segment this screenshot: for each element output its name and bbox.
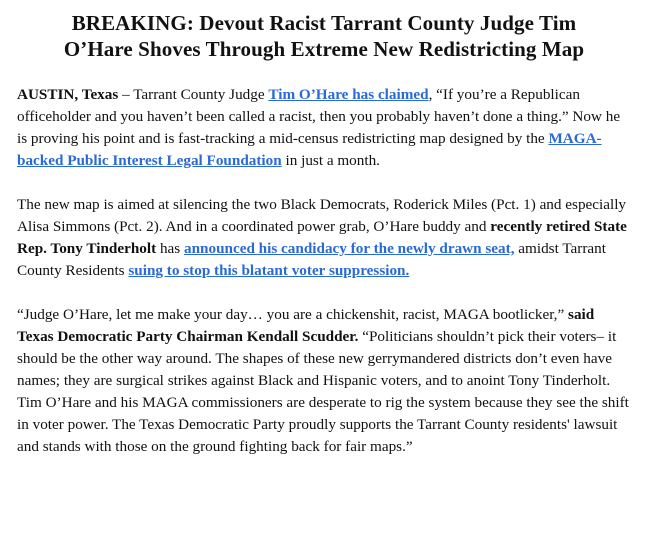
link-pilf[interactable]: MAGA-backed Public Interest Legal Foundation [17, 130, 602, 169]
dateline: AUSTIN, Texas [17, 86, 119, 103]
map-text-1: The new map is aimed at silencing the two Black Democrats, Roderick Miles (Pct. 1) and especially Alisa Simmons (Pct. 2). And in a coordinated power grab, O’Hare buddy and [17, 196, 627, 235]
headline-line-1: BREAKING: Devout Racist Tarrant County Judge Tim [71, 11, 577, 35]
link-candidacy[interactable]: announced his candidacy for the newly drawn seat, [183, 240, 515, 257]
intro-text-2: , “If you’re a Republican officeholder and you haven’t been called a racist, then you probably haven’t done a thing.” Now he is proving his point and is fast-tracking a mid-census redistricting map designed by the [17, 86, 621, 147]
scudder-attribution: said Texas Democratic Party Chairman Kendall Scudder. [17, 306, 595, 345]
link-lawsuit[interactable]: suing to stop this blatant voter suppression. [128, 262, 410, 279]
paragraph-quote [17, 304, 631, 458]
paragraph-intro [17, 84, 631, 172]
tinderholt-bold: recently retired State Rep. Tony Tinderholt [17, 218, 627, 257]
quote-text-1: “Judge O’Hare, let me make your day… you are a chickenshit, racist, MAGA bootlicker,” [17, 306, 569, 323]
map-text-2: has [156, 240, 184, 257]
headline-line-2: O’Hare Shoves Through Extreme New Redistricting Map [63, 37, 585, 61]
intro-text-3: in just a month. [281, 152, 380, 169]
quote-text-2: “Politicians shouldn’t pick their voters– it should be the other way around. The shapes of these new gerrymandered districts don’t even have names; they are surgical strikes against Black and Hispanic voters, and to anoint Tony Tinderholt. Tim O’Hare and his MAGA commissioners are desperate to rig the system because they see the shift in voter power. The Texas Democratic Party proudly supports the Tarrant County residents' lawsuit and stands with those on the ground fighting back for fair maps.” [17, 328, 629, 455]
map-text-3: amidst Tarrant County Residents [17, 240, 606, 279]
intro-text-1: – Tarrant County Judge [118, 86, 269, 103]
link-ohare-claimed[interactable]: Tim O’Hare has claimed [268, 86, 429, 103]
paragraph-map [17, 194, 631, 282]
headline [17, 10, 631, 62]
